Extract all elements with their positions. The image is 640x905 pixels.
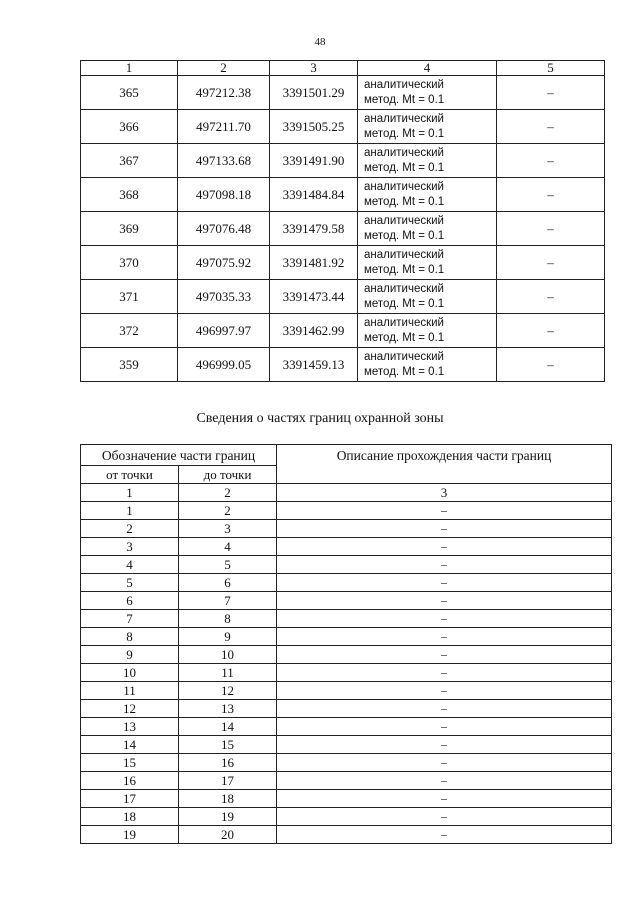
description-cell: – [277, 574, 612, 592]
x-coordinate-cell: 497212.38 [178, 76, 270, 110]
column-number-row [81, 484, 612, 502]
from-point-cell: 1 [81, 502, 179, 520]
description-cell: – [277, 646, 612, 664]
note-cell: – [497, 110, 605, 144]
to-point-cell: 4 [179, 538, 277, 556]
method-cell [358, 110, 497, 144]
from-point-cell: 18 [81, 808, 179, 826]
to-point-cell: 19 [179, 808, 277, 826]
point-cell: 370 [81, 246, 178, 280]
description-cell: – [277, 520, 612, 538]
to-point-cell: 6 [179, 574, 277, 592]
table-row [81, 772, 612, 790]
method-text: метод. Mt = 0.1 [364, 263, 445, 276]
method-cell [358, 212, 497, 246]
description-cell: – [277, 754, 612, 772]
table-row [81, 682, 612, 700]
table-row [81, 110, 605, 144]
method-text: метод. Mt = 0.1 [364, 161, 445, 174]
description-cell: – [277, 808, 612, 826]
header-cell: 2 [179, 484, 277, 502]
y-coordinate-cell: 3391459.13 [270, 348, 358, 382]
section-title: Сведения о частях границ охранной зоны [196, 411, 444, 426]
description-cell: – [277, 700, 612, 718]
from-point-cell: 4 [81, 556, 179, 574]
method-cell [358, 178, 497, 212]
method-text: метод. Mt = 0.1 [364, 93, 445, 106]
coordinates-table [80, 60, 605, 382]
from-point-cell: 15 [81, 754, 179, 772]
to-point-cell: 14 [179, 718, 277, 736]
description-cell: – [277, 826, 612, 844]
table-row [81, 520, 612, 538]
note-cell: – [497, 314, 605, 348]
to-point-cell: 3 [179, 520, 277, 538]
group-header: Обозначение части границ [81, 445, 277, 466]
header-cell: 2 [178, 61, 270, 76]
to-point-cell: 13 [179, 700, 277, 718]
note-cell: – [497, 178, 605, 212]
note-cell: – [497, 348, 605, 382]
method-text: метод. Mt = 0.1 [364, 331, 445, 344]
note-cell: – [497, 246, 605, 280]
to-point-cell: 11 [179, 664, 277, 682]
boundary-parts-table [80, 444, 612, 844]
x-coordinate-cell: 496999.05 [178, 348, 270, 382]
table-row [81, 212, 605, 246]
description-cell: – [277, 556, 612, 574]
description-header: Описание прохождения части границ [277, 445, 612, 484]
table-row [81, 790, 612, 808]
point-cell: 368 [81, 178, 178, 212]
table-row [81, 646, 612, 664]
to-point-cell: 17 [179, 772, 277, 790]
header-cell: 1 [81, 484, 179, 502]
method-text: аналитический [364, 248, 444, 261]
from-point-cell: 16 [81, 772, 179, 790]
from-point-cell: 19 [81, 826, 179, 844]
method-text: аналитический [364, 146, 444, 159]
description-cell: – [277, 664, 612, 682]
table-row [81, 754, 612, 772]
to-point-cell: 20 [179, 826, 277, 844]
from-point-cell: 5 [81, 574, 179, 592]
method-text: аналитический [364, 350, 444, 363]
from-point-cell: 13 [81, 718, 179, 736]
table-row [81, 718, 612, 736]
table-row [81, 538, 612, 556]
x-coordinate-cell: 496997.97 [178, 314, 270, 348]
from-point-cell: 12 [81, 700, 179, 718]
header-cell: 1 [81, 61, 178, 76]
y-coordinate-cell: 3391501.29 [270, 76, 358, 110]
description-cell: – [277, 538, 612, 556]
note-cell: – [497, 144, 605, 178]
from-point-cell: 8 [81, 628, 179, 646]
method-cell [358, 348, 497, 382]
table-row [81, 314, 605, 348]
to-point-cell: 16 [179, 754, 277, 772]
table-row [81, 76, 605, 110]
table-row [81, 592, 612, 610]
method-cell [358, 314, 497, 348]
table-header-row [81, 61, 605, 76]
to-point-cell: 2 [179, 502, 277, 520]
method-text: аналитический [364, 282, 444, 295]
method-cell [358, 144, 497, 178]
method-text: метод. Mt = 0.1 [364, 127, 445, 140]
table-row [81, 246, 605, 280]
from-point-header: от точки [81, 466, 179, 484]
method-text: метод. Mt = 0.1 [364, 297, 445, 310]
description-cell: – [277, 592, 612, 610]
point-cell: 366 [81, 110, 178, 144]
description-cell: – [277, 772, 612, 790]
to-point-cell: 12 [179, 682, 277, 700]
from-point-cell: 3 [81, 538, 179, 556]
x-coordinate-cell: 497133.68 [178, 144, 270, 178]
table-row [81, 348, 605, 382]
description-cell: – [277, 736, 612, 754]
description-cell: – [277, 610, 612, 628]
to-point-cell: 7 [179, 592, 277, 610]
table-row [81, 502, 612, 520]
header-cell: 5 [497, 61, 605, 76]
y-coordinate-cell: 3391481.92 [270, 246, 358, 280]
y-coordinate-cell: 3391462.99 [270, 314, 358, 348]
y-coordinate-cell: 3391484.84 [270, 178, 358, 212]
header-cell: 4 [358, 61, 497, 76]
from-point-cell: 7 [81, 610, 179, 628]
to-point-cell: 10 [179, 646, 277, 664]
table-row [81, 144, 605, 178]
from-point-cell: 9 [81, 646, 179, 664]
to-point-cell: 9 [179, 628, 277, 646]
description-cell: – [277, 502, 612, 520]
from-point-cell: 14 [81, 736, 179, 754]
header-cell: 3 [277, 484, 612, 502]
method-text: аналитический [364, 112, 444, 125]
point-cell: 369 [81, 212, 178, 246]
to-point-cell: 5 [179, 556, 277, 574]
point-cell: 372 [81, 314, 178, 348]
table-row [81, 826, 612, 844]
x-coordinate-cell: 497098.18 [178, 178, 270, 212]
header-cell: 3 [270, 61, 358, 76]
table-row [81, 574, 612, 592]
description-cell: – [277, 682, 612, 700]
table-row [81, 178, 605, 212]
method-text: аналитический [364, 316, 444, 329]
table-header-row [81, 445, 612, 466]
to-point-header: до точки [179, 466, 277, 484]
from-point-cell: 6 [81, 592, 179, 610]
from-point-cell: 17 [81, 790, 179, 808]
method-text: метод. Mt = 0.1 [364, 365, 445, 378]
y-coordinate-cell: 3391491.90 [270, 144, 358, 178]
description-cell: – [277, 628, 612, 646]
table-row [81, 556, 612, 574]
from-point-cell: 11 [81, 682, 179, 700]
to-point-cell: 18 [179, 790, 277, 808]
table-row [81, 610, 612, 628]
table-row [81, 700, 612, 718]
method-text: аналитический [364, 78, 444, 91]
table-row [81, 736, 612, 754]
point-cell: 367 [81, 144, 178, 178]
point-cell: 371 [81, 280, 178, 314]
method-cell [358, 246, 497, 280]
description-cell: – [277, 790, 612, 808]
table-row [81, 664, 612, 682]
x-coordinate-cell: 497076.48 [178, 212, 270, 246]
note-cell: – [497, 212, 605, 246]
from-point-cell: 2 [81, 520, 179, 538]
x-coordinate-cell: 497035.33 [178, 280, 270, 314]
table-row [81, 808, 612, 826]
y-coordinate-cell: 3391473.44 [270, 280, 358, 314]
table-row [81, 628, 612, 646]
x-coordinate-cell: 497211.70 [178, 110, 270, 144]
method-cell [358, 280, 497, 314]
from-point-cell: 10 [81, 664, 179, 682]
point-cell: 365 [81, 76, 178, 110]
description-cell: – [277, 718, 612, 736]
to-point-cell: 15 [179, 736, 277, 754]
note-cell: – [497, 280, 605, 314]
x-coordinate-cell: 497075.92 [178, 246, 270, 280]
y-coordinate-cell: 3391479.58 [270, 212, 358, 246]
to-point-cell: 8 [179, 610, 277, 628]
table-row [81, 280, 605, 314]
method-text: аналитический [364, 214, 444, 227]
method-text: метод. Mt = 0.1 [364, 229, 445, 242]
method-text: аналитический [364, 180, 444, 193]
point-cell: 359 [81, 348, 178, 382]
page-number: 48 [314, 36, 326, 48]
method-text: метод. Mt = 0.1 [364, 195, 445, 208]
y-coordinate-cell: 3391505.25 [270, 110, 358, 144]
method-cell [358, 76, 497, 110]
note-cell: – [497, 76, 605, 110]
